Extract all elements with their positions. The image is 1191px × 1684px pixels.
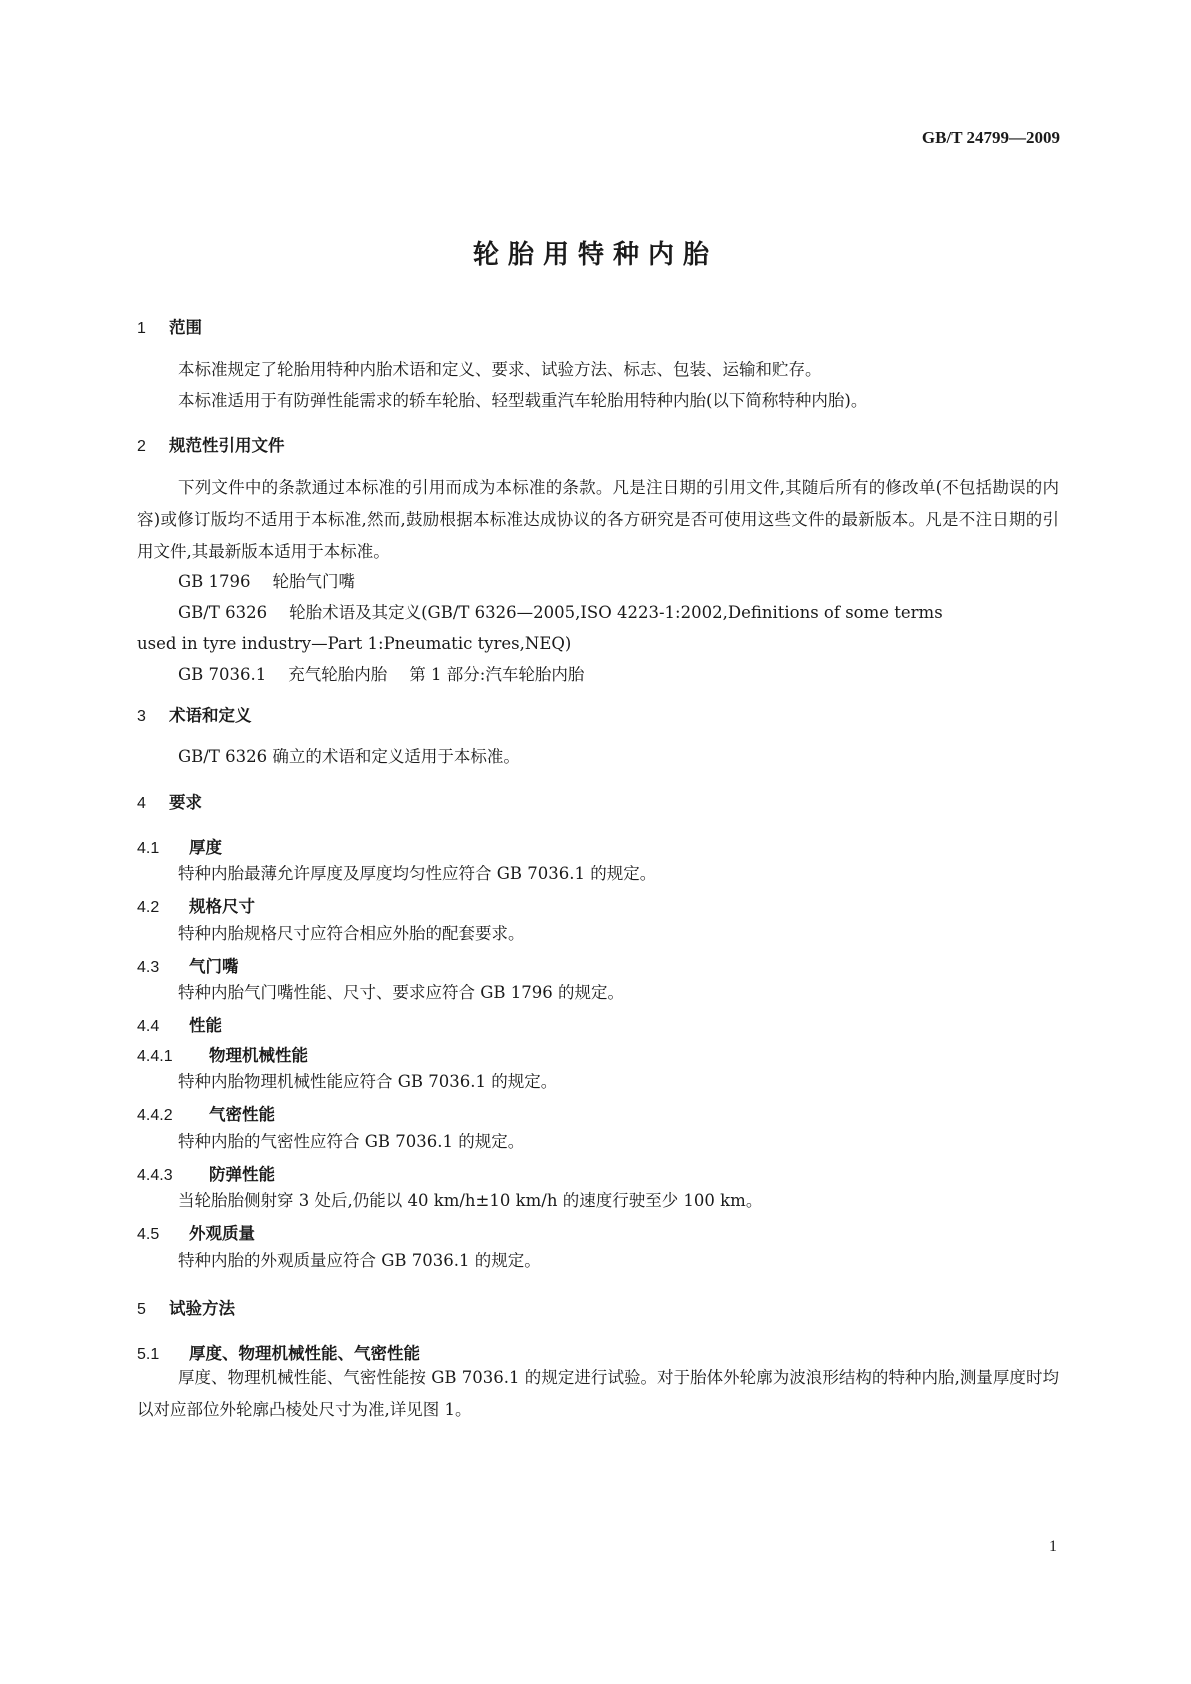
subsection-4-2-heading <box>137 893 255 917</box>
subsection-4-4-3-heading <box>137 1161 275 1185</box>
paragraph: 特种内胎最薄允许厚度及厚度均匀性应符合 GB 7036.1 的规定。 <box>178 864 657 883</box>
subsection-5-1-heading <box>137 1340 420 1364</box>
section-title: 试验方法 <box>169 1299 235 1318</box>
subsection-4-1-heading <box>137 834 222 858</box>
reference-item <box>178 597 1059 629</box>
section-number: 4.5 <box>137 1226 160 1243</box>
subsection-4-4-2-heading <box>137 1101 275 1125</box>
section-number: 4.3 <box>137 959 160 976</box>
section-number: 4.4 <box>137 1018 160 1035</box>
section-title: 术语和定义 <box>169 706 252 725</box>
reference-code: GB 7036.1 <box>178 665 267 684</box>
paragraph: 本标准规定了轮胎用特种内胎术语和定义、要求、试验方法、标志、包装、运输和贮存。 <box>178 360 822 379</box>
section-number: 5 <box>137 1301 146 1318</box>
paragraph: 特种内胎规格尺寸应符合相应外胎的配套要求。 <box>178 924 525 943</box>
section-1-heading <box>137 314 202 338</box>
section-number: 1 <box>137 320 146 337</box>
section-title: 厚度 <box>189 838 222 857</box>
reference-continuation: used in tyre industry—Part 1:Pneumatic tyres,NEQ) <box>137 634 572 653</box>
section-title: 防弹性能 <box>209 1165 275 1184</box>
section-title: 规格尺寸 <box>189 897 255 916</box>
section-number: 4.2 <box>137 899 160 916</box>
section-title: 范围 <box>169 318 202 337</box>
paragraph: 厚度、物理机械性能、气密性能按 GB 7036.1 的规定进行试验。对于胎体外轮廓为波浪形结构的特种内胎,测量厚度时均以对应部位外轮廓凸棱处尺寸为准,详见图 1。 <box>137 1368 1059 1419</box>
section-title: 外观质量 <box>189 1224 255 1243</box>
subsection-4-5-heading <box>137 1220 255 1244</box>
section-number: 4.4.3 <box>137 1167 173 1184</box>
paragraph: 下列文件中的条款通过本标准的引用而成为本标准的条款。凡是注日期的引用文件,其随后所有的修改单(不包括勘误的内容)或修订版均不适用于本标准,然而,鼓励根据本标准达成协议的各方研究是否可使用这些文件的最新版本。凡是不注日期的引用文件,其最新版本适用于本标准。 <box>137 478 1059 561</box>
paragraph: 特种内胎物理机械性能应符合 GB 7036.1 的规定。 <box>178 1072 558 1091</box>
section-title: 规范性引用文件 <box>169 436 285 455</box>
section-number: 4 <box>137 795 146 812</box>
reference-code: GB/T 6326 <box>178 603 268 622</box>
document-title: 轮胎用特种内胎 <box>472 240 718 270</box>
section-3-heading <box>137 702 252 726</box>
section-number: 3 <box>137 708 146 725</box>
paragraph: 本标准适用于有防弹性能需求的轿车轮胎、轻型载重汽车轮胎用特种内胎(以下简称特种内胎)。 <box>178 391 868 410</box>
section-4-heading <box>137 789 202 813</box>
section-title: 性能 <box>189 1016 222 1035</box>
paragraph: 特种内胎气门嘴性能、尺寸、要求应符合 GB 1796 的规定。 <box>178 983 625 1002</box>
reference-part: 第 1 部分:汽车轮胎内胎 <box>409 665 585 684</box>
section-title: 物理机械性能 <box>209 1046 308 1065</box>
paragraph: 特种内胎的气密性应符合 GB 7036.1 的规定。 <box>178 1132 525 1151</box>
page-number: 1 <box>1049 1538 1057 1555</box>
reference-title: 充气轮胎内胎 <box>288 665 388 684</box>
section-title: 厚度、物理机械性能、气密性能 <box>189 1344 420 1363</box>
reference-title: 轮胎气门嘴 <box>272 572 356 591</box>
paragraph: 特种内胎的外观质量应符合 GB 7036.1 的规定。 <box>178 1251 541 1270</box>
paragraph: 当轮胎胎侧射穿 3 处后,仍能以 40 km/h±10 km/h 的速度行驶至少 100 km。 <box>178 1191 763 1210</box>
reference-item <box>178 659 584 691</box>
section-number: 5.1 <box>137 1346 160 1363</box>
standard-code: GB/T 24799—2009 <box>921 128 1060 147</box>
reference-title: 轮胎术语及其定义(GB/T 6326—2005,ISO 4223-1:2002,Definitions of some terms <box>289 603 943 622</box>
subsection-4-4-1-heading <box>137 1042 308 1066</box>
section-number: 2 <box>137 438 146 455</box>
subsection-4-4-heading <box>137 1012 222 1036</box>
section-number: 4.4.1 <box>137 1048 173 1065</box>
paragraph: GB/T 6326 确立的术语和定义适用于本标准。 <box>178 747 520 766</box>
section-2-heading <box>137 432 285 456</box>
section-number: 4.4.2 <box>137 1107 173 1124</box>
reference-item <box>178 566 355 598</box>
section-5-heading <box>137 1295 235 1319</box>
section-number: 4.1 <box>137 840 160 857</box>
section-title: 气密性能 <box>209 1105 275 1124</box>
section-title: 要求 <box>169 793 202 812</box>
section-title: 气门嘴 <box>189 957 239 976</box>
subsection-4-3-heading <box>137 953 239 977</box>
reference-code: GB 1796 <box>178 572 251 591</box>
